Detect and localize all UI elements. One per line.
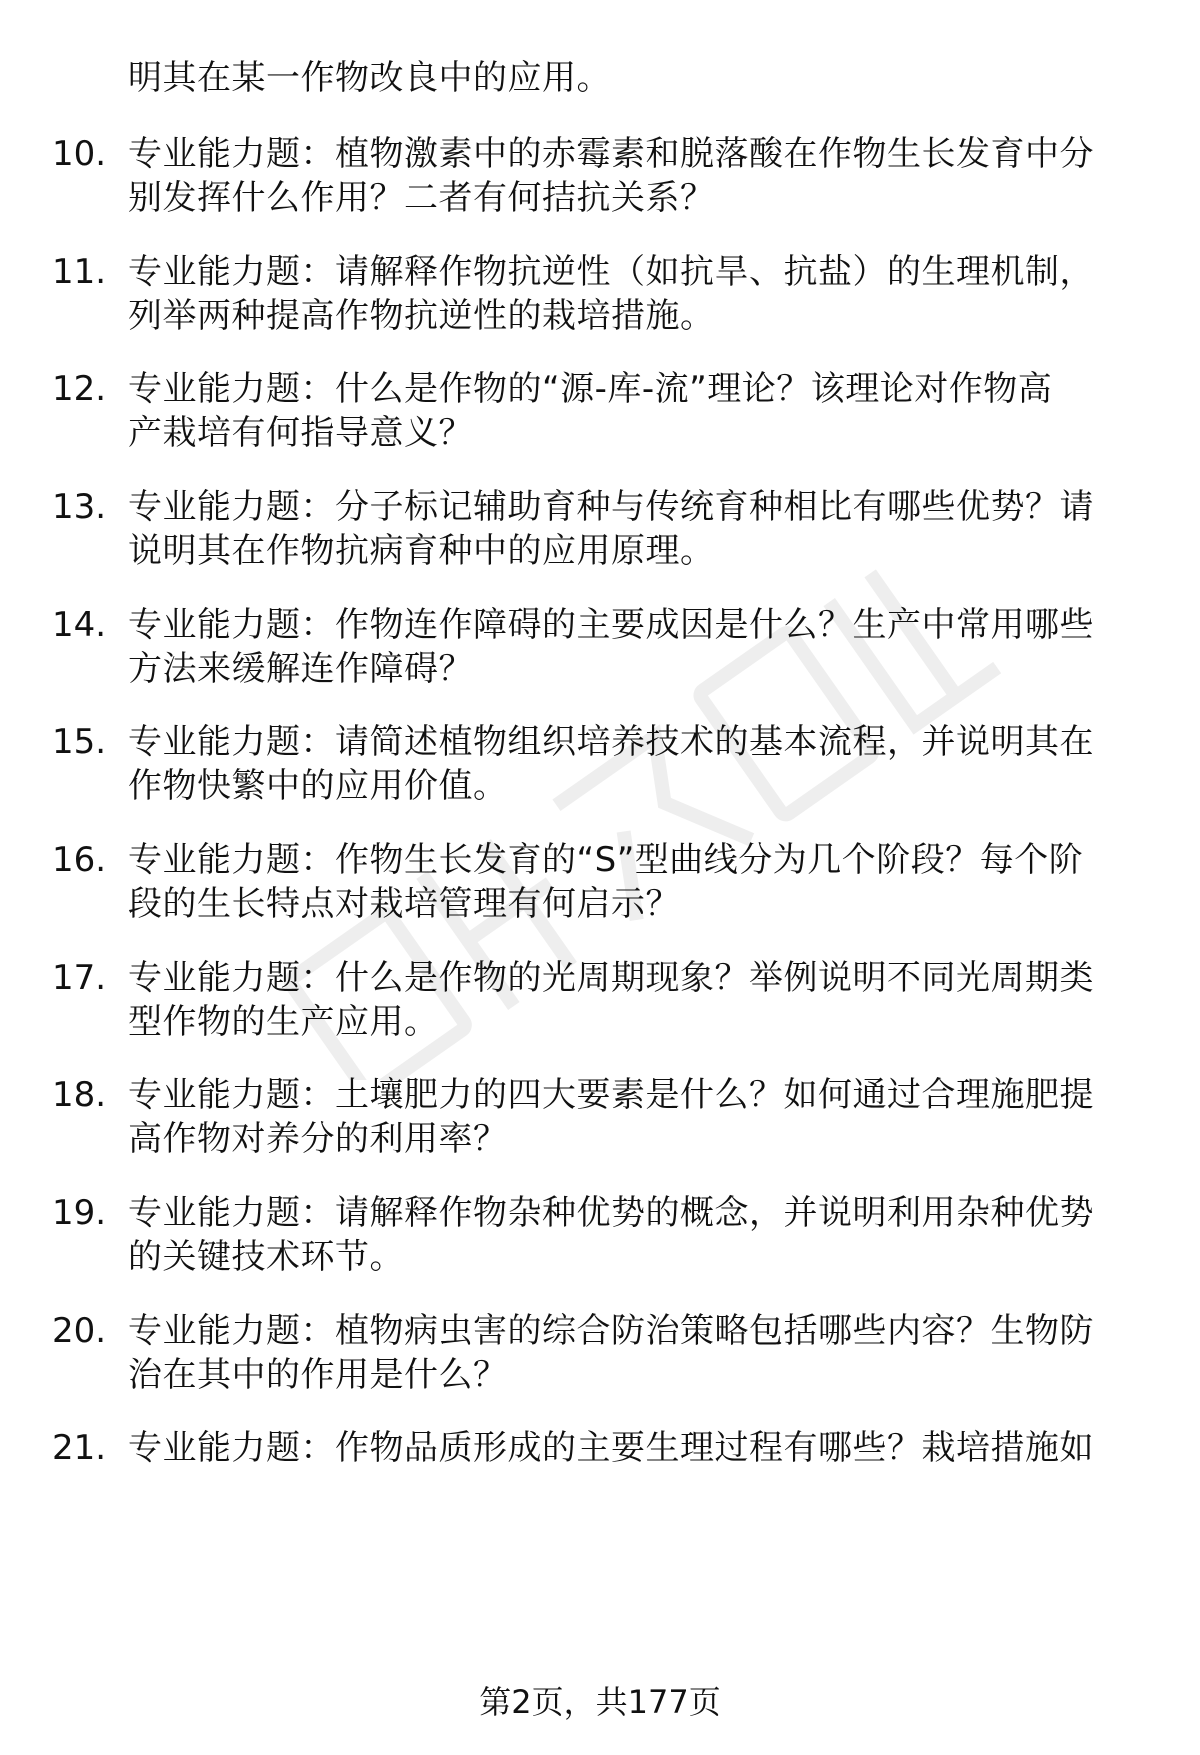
question-text-line: 方法来缓解连作障碍？	[128, 649, 473, 689]
question-text-line: 专业能力题：植物病虫害的综合防治策略包括哪些内容？生物防	[128, 1311, 1094, 1351]
question-text-line: 专业能力题：作物品质形成的主要生理过程有哪些？栽培措施如	[128, 1428, 1094, 1468]
question-number: 15.	[52, 722, 107, 762]
question-text-line: 说明其在作物抗病育种中的应用原理。	[128, 531, 715, 571]
question-number: 17.	[52, 958, 107, 998]
question-number: 20.	[52, 1311, 107, 1351]
question-number: 13.	[52, 487, 107, 527]
question-text-line: 的关键技术环节。	[128, 1237, 404, 1277]
question-text-line: 专业能力题：分子标记辅助育种与传统育种相比有哪些优势？请	[128, 487, 1094, 527]
question-number: 18.	[52, 1075, 107, 1115]
question-text-line: 段的生长特点对栽培管理有何启示？	[128, 884, 680, 924]
question-number: 11.	[52, 252, 107, 292]
question-number: 19.	[52, 1193, 107, 1233]
question-text-line: 高作物对养分的利用率？	[128, 1119, 508, 1159]
question-text-line: 专业能力题：请解释作物杂种优势的概念，并说明利用杂种优势	[128, 1193, 1094, 1233]
question-number: 12.	[52, 369, 107, 409]
question-number: 16.	[52, 840, 107, 880]
question-text-line: 专业能力题：作物连作障碍的主要成因是什么？生产中常用哪些	[128, 605, 1094, 645]
question-text-line: 型作物的生产应用。	[128, 1002, 439, 1042]
question-text-line: 列举两种提高作物抗逆性的栽培措施。	[128, 296, 715, 336]
question-text-line: 作物快繁中的应用价值。	[128, 766, 508, 806]
question-text-line: 专业能力题：土壤肥力的四大要素是什么？如何通过合理施肥提	[128, 1075, 1094, 1115]
question-text-line: 专业能力题：请简述植物组织培养技术的基本流程，并说明其在	[128, 722, 1094, 762]
question-text-line: 专业能力题：植物激素中的赤霉素和脱落酸在作物生长发育中分	[128, 134, 1094, 174]
question-text-line: 专业能力题：作物生长发育的“S”型曲线分为几个阶段？每个阶	[128, 840, 1084, 880]
question-text-line: 专业能力题：什么是作物的“源-库-流”理论？该理论对作物高	[128, 369, 1053, 409]
question-text-line: 专业能力题：请解释作物抗逆性（如抗旱、抗盐）的生理机制，	[128, 252, 1094, 292]
question-text-line: 治在其中的作用是什么？	[128, 1355, 508, 1395]
question-text-line: 专业能力题：什么是作物的光周期现象？举例说明不同光周期类	[128, 958, 1094, 998]
question-number: 10.	[52, 134, 107, 174]
question-number: 14.	[52, 605, 107, 645]
question-text-line: 别发挥什么作用？二者有何拮抗关系？	[128, 178, 715, 218]
continuation-line: 明其在某一作物改良中的应用。	[128, 58, 611, 98]
question-text-line: 产栽培有何指导意义？	[128, 413, 473, 453]
page-footer: 第2页，共177页	[479, 1683, 721, 1721]
question-number: 21.	[52, 1428, 107, 1468]
